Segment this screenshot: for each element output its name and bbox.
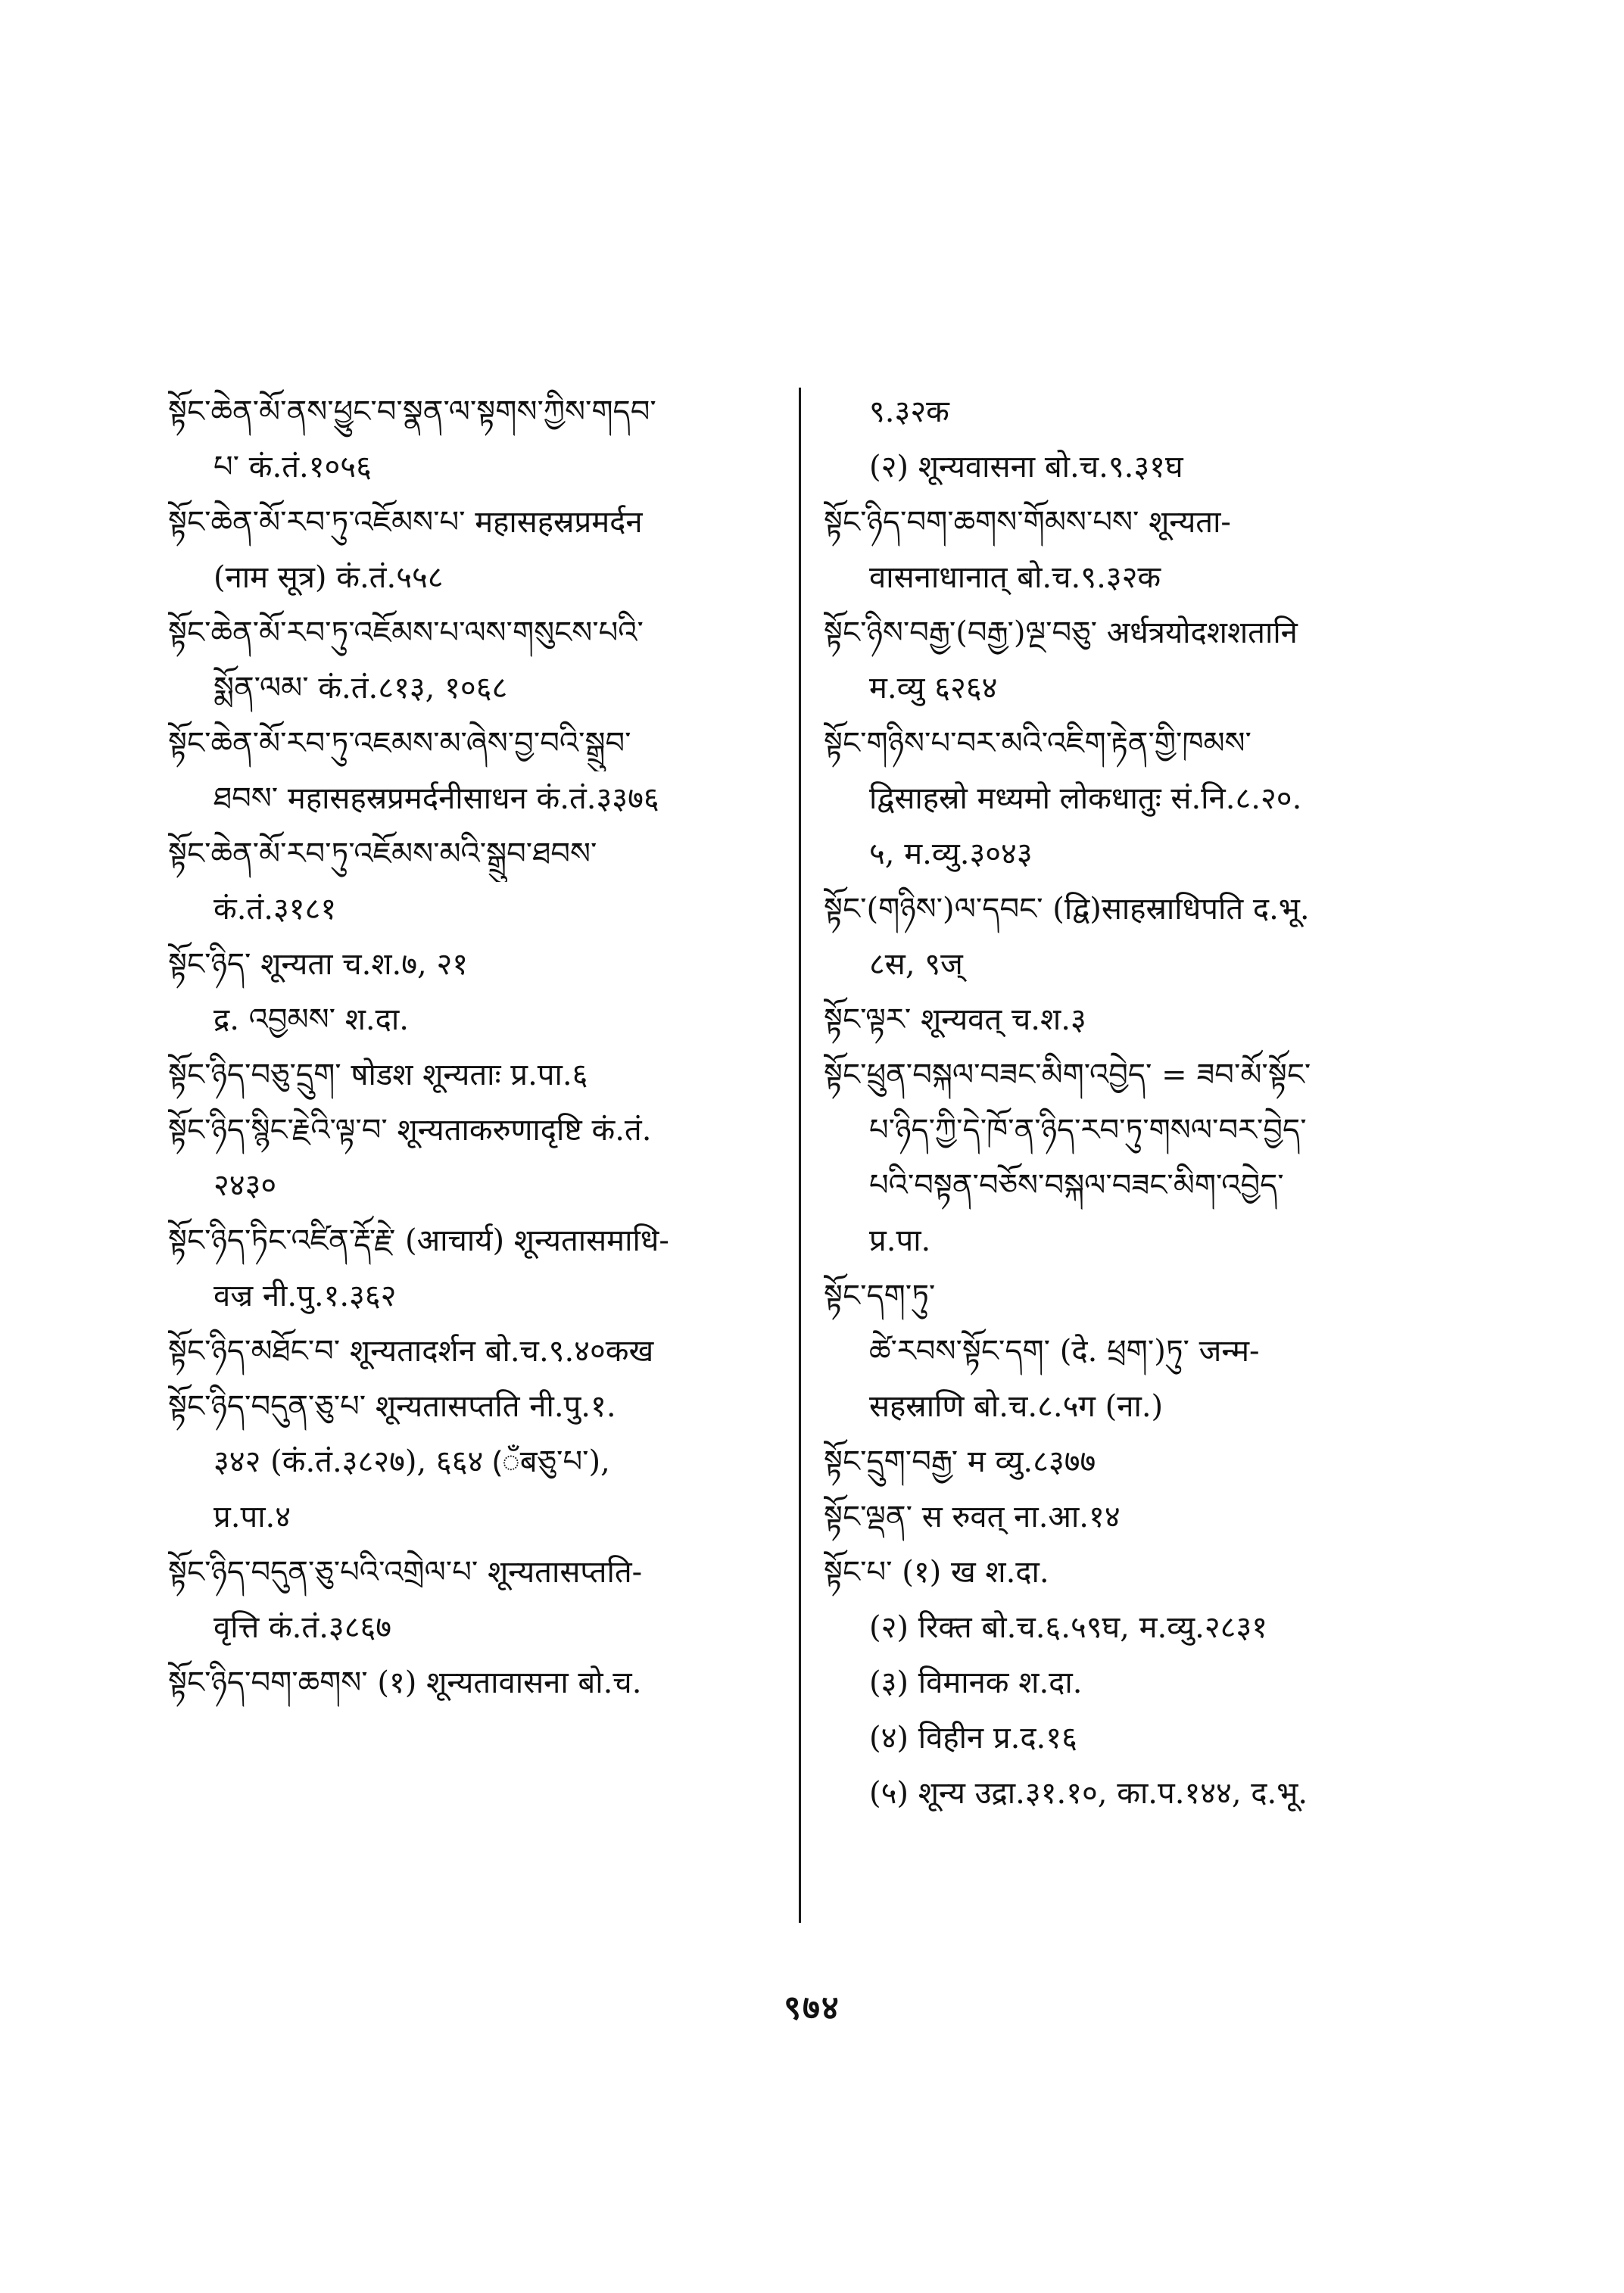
entry-line: སྟོང་ལྟར་ शून्यवत् च.श.३ (824, 1002, 1086, 1037)
dictionary-entry (168, 1656, 789, 1711)
entry-line: སྟོང་ཆེན་མོ་ནས་ཕྱུང་བ་སྣན་ལ་སྟགས་ཀྱིས་གདབ་ (168, 394, 656, 429)
dictionary-entry (168, 1103, 789, 1213)
dictionary-entry (824, 495, 1475, 606)
entry-line: སྟོང་ཉིད་བག་ཆགས་ (१) शून्यतावासना बो.च. (168, 1665, 642, 1700)
entry-line: २४३० (214, 1168, 277, 1203)
entry-line: པ་ཉིད་ཀྱི་དེ་ཁོ་ན་ཉིད་རབ་ཏུ་གསལ་བར་བྱེད་ (869, 1113, 1307, 1148)
entry-line: སྟོང་དག་ཏུ་ (824, 1279, 936, 1313)
entry-line: (२) रिक्त बो.च.६.५९घ, म.व्यु.२८३१ (869, 1610, 1268, 1645)
dictionary-entry (824, 606, 1475, 716)
entry-line: པ་ कं.तं.१०५६ (214, 450, 372, 484)
dictionary-entry (168, 606, 789, 716)
entry-line: वृत्ति कं.तं.३८६७ (214, 1610, 392, 1645)
entry-line: སྟོང་ཉིད་མཐོང་བ་ शून्यतादर्शन बो.च.९.४०कख (168, 1334, 654, 1369)
entry-line: སྟོང་ཉིད་བཅུ་དྲུག་ षोडश शून्यताः प्र.पा.६ (168, 1058, 588, 1092)
dictionary-entry (168, 716, 789, 827)
dictionary-entry (168, 1324, 789, 1379)
entry-line: སྟོང་(གཉིས་)ལ་དབང་ (द्वि)साहस्राधिपति द.भू. (824, 892, 1310, 927)
dictionary-entry (824, 1490, 1475, 1545)
dictionary-entry (824, 992, 1475, 1048)
entry-line: ཚེ་རབས་སྟོང་དག་ (दे. ཕྲག་)ཏུ་ जन्म- (869, 1334, 1260, 1369)
entry-line: द्विसाहस्रो मध्यमो लोकधातुः सं.नि.८.२०. (869, 781, 1302, 816)
dictionary-entry (824, 1048, 1475, 1269)
entry-line: (नाम सूत्र) कं.तं.५५८ (214, 560, 444, 595)
entry-line: द्र. འབྱམས་ श.दा. (214, 1002, 409, 1037)
entry-line: सहस्राणि बो.च.८.५ग (ना.) (869, 1389, 1164, 1424)
entry-line: ९.३२क (869, 394, 949, 429)
entry-line: (४) विहीन प्र.द.१६ (869, 1721, 1077, 1756)
entry-line: ཐབས་ महासहस्रप्रमर्दनीसाधन कं.तं.३३७६ (214, 781, 659, 816)
entry-line: སྟོང་ཉིད་བག་ཆགས་གོམས་པས་ शून्यता- (824, 505, 1231, 540)
entry-line: སྟོང་དྲུག་བརྒྱ་ म व्यु.८३७७ (824, 1444, 1096, 1479)
entry-line: (३) विमानक श.दा. (869, 1665, 1083, 1700)
entry-line: (२) शून्यवासना बो.च.९.३१घ (869, 450, 1183, 484)
entry-line: वज्र नी.पु.१.३६२ (214, 1279, 397, 1313)
entry-line: སྨོན་ལམ་ कं.तं.८१३, १०६८ (214, 671, 508, 706)
dictionary-entry (824, 1269, 1475, 1435)
entry-line: སྟོང་གཉིས་པ་བར་མའི་འཇིག་རྟེན་གྱི་ཁམས་ (824, 726, 1252, 761)
dictionary-entry (168, 385, 789, 495)
entry-line: ५, म.व्यु.३०४३ (869, 837, 1033, 871)
dictionary-entry (168, 1545, 789, 1656)
entry-line: སྟོང་ཆེན་མོ་རབ་ཏུ་འཇོམས་མའི་སྒྲུབ་ཐབས་ (168, 837, 597, 871)
left-column (168, 385, 789, 1711)
dictionary-entry (824, 385, 1475, 495)
entry-line: སྟོང་ཉིད་ཏིང་འཛིན་རྡོ་རྗེ་ (आचार्य) शून्यतासमाधि- (168, 1223, 669, 1258)
dictionary-entry (168, 1048, 789, 1103)
entry-line: སྟོང་ལྡན་ स रुवत् ना.आ.१४ (824, 1500, 1121, 1534)
dictionary-entry (168, 1213, 789, 1324)
dictionary-entry (168, 827, 789, 937)
entry-line: वासनाधानात् बो.च.९.३२क (869, 560, 1161, 595)
entry-line: प्र.पा.४ (214, 1500, 291, 1534)
entry-line: སྟོང་ཉིད་ शून्यता च.श.७, २१ (168, 947, 469, 982)
dictionary-entry (824, 1545, 1475, 1821)
entry-line: སྟོང་པ་ (१) ख श.दा. (824, 1555, 1049, 1590)
entry-line: པའི་བསྟན་བཅོས་བསྐལ་བཟང་མིག་འབྱེད་ (869, 1168, 1284, 1203)
entry-line: སྟོང་ཆེན་མོ་རབ་ཏུ་འཇོམས་པ་ལས་གསུངས་པའི་ (168, 615, 644, 650)
right-column (824, 385, 1475, 1821)
entry-line: कं.तं.३१८१ (214, 892, 337, 927)
entry-line: སྟོང་ཉིས་བརྒྱ་(བརྒྱ་)ལྔ་བཅུ་ अर्धत्रयोदशशतानि (824, 615, 1298, 650)
dictionary-entry (168, 937, 789, 1048)
entry-line: ८स, ९ज् (869, 947, 963, 982)
dictionary-entry (824, 1435, 1475, 1490)
entry-line: སྟོང་ཉིད་སྙིང་རྗེའི་ལྟ་བ་ शून्यताकरुणादृष्टि कं.तं. (168, 1113, 652, 1148)
entry-line: སྟོང་ཆེན་མོ་རབ་ཏུ་འཇམས་མ་ཞེས་བྱ་བའི་སྒྲུབ་ (168, 726, 631, 761)
column-divider (799, 388, 801, 1923)
entry-line: म.व्यु ६२६४ (869, 671, 998, 706)
entry-line: སྟོང་ཉིད་བདུན་ཅུ་པའི་འགྲེལ་པ་ शून्यतासप्तति- (168, 1555, 643, 1590)
entry-line: སྟོང་ཕྲུན་བསྐལ་བཟང་མིག་འབྱེད་ = ཟབ་མོ་སྟོང་ (824, 1058, 1311, 1092)
dictionary-entry (168, 1379, 789, 1545)
entry-line: སྟོང་ཆེན་མོ་རབ་ཏུ་འཇོམས་པ་ महासहस्रप्रमर्दन (168, 505, 643, 540)
entry-line: (५) शून्य उद्रा.३१.१०, का.प.१४४, द.भू. (869, 1776, 1308, 1811)
entry-line: ३४२ (कं.तं.३८२७), ६६४ (ँबཅུ་པ་), (214, 1444, 610, 1479)
dictionary-entry (824, 716, 1475, 882)
page-number: ९७४ (784, 1989, 840, 2027)
entry-line: प्र.पा. (869, 1223, 931, 1258)
dictionary-entry (168, 495, 789, 606)
dictionary-entry (824, 882, 1475, 992)
entry-line: སྟོང་ཉིད་བདུན་ཅུ་པ་ शून्यतासप्तति नी.पु.१. (168, 1389, 616, 1424)
